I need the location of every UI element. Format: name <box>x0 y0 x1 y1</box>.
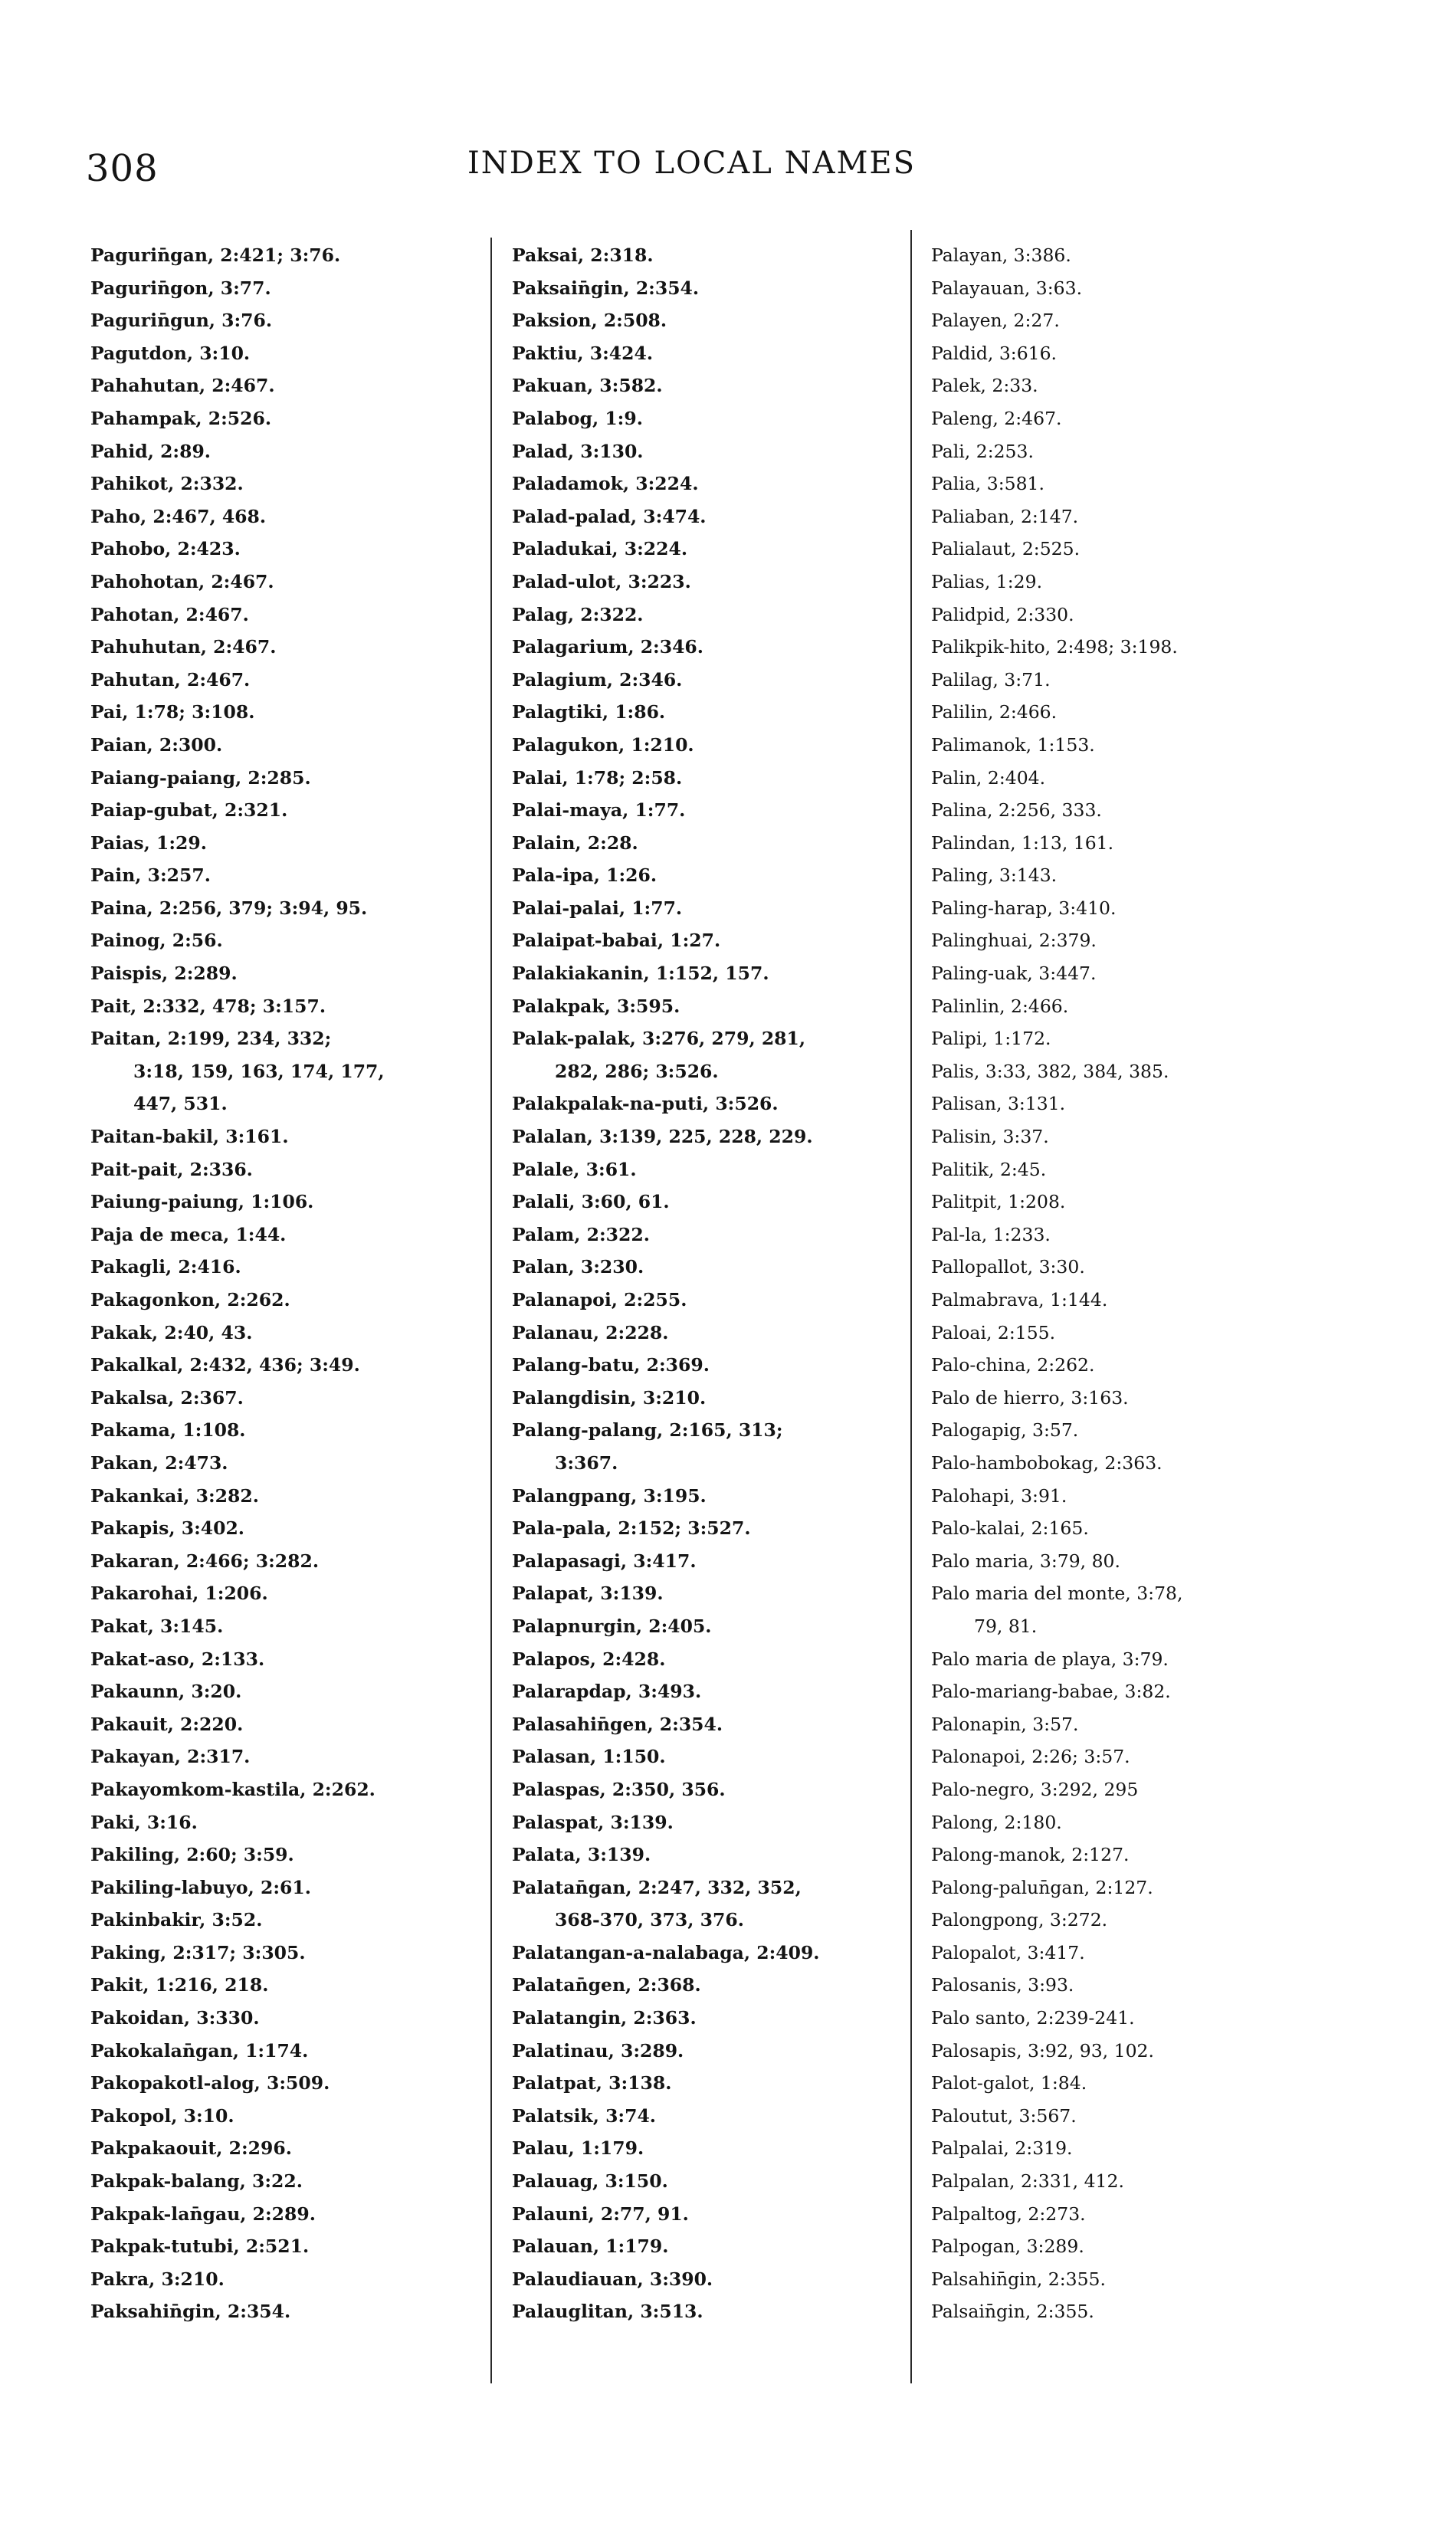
index-entry: Pal-la, 1:233. <box>931 1223 1051 1245</box>
index-entry: Pakat-aso, 2:133. <box>90 1648 265 1670</box>
index-entry: Palauni, 2:77, 91. <box>512 2203 689 2225</box>
index-entry: Palong-palun̄gan, 2:127. <box>931 1876 1153 1898</box>
index-entry: Pahampak, 2:526. <box>90 407 272 429</box>
index-entry: Palayan, 3:386. <box>931 244 1071 266</box>
index-entry: Palauag, 3:150. <box>512 2170 668 2193</box>
index-entry: Palo maria del monte, 3:78, <box>931 1583 1183 1605</box>
index-entry: Paling, 3:143. <box>931 864 1058 887</box>
index-entry: Palata, 3:139. <box>512 1844 651 1866</box>
index-entry: Palaudiauan, 3:390. <box>512 2268 713 2290</box>
index-entry: Palatangan-a-nalabaga, 2:409. <box>512 1941 820 1963</box>
index-entry: Paling-uak, 3:447. <box>931 963 1097 985</box>
index-entry: Pahobo, 2:423. <box>90 538 241 560</box>
index-entry: Palo de hierro, 3:163. <box>931 1386 1129 1409</box>
index-entry: Paling-harap, 3:410. <box>931 897 1117 919</box>
index-entry: Palak-palak, 3:276, 279, 281, <box>512 1028 806 1050</box>
index-entry: Paloutut, 3:567. <box>931 2104 1077 2127</box>
index-entry: Palialaut, 2:525. <box>931 538 1081 560</box>
index-entry: Palai-maya, 1:77. <box>512 799 686 822</box>
index-entry: Pakan, 2:473. <box>90 1451 228 1474</box>
index-entry: Palayauan, 3:63. <box>931 277 1083 299</box>
index-entry: Paking, 2:317; 3:305. <box>90 1941 306 1963</box>
index-entry: Pakak, 2:40, 43. <box>90 1321 253 1343</box>
index-entry: Palo-hambobokag, 2:363. <box>931 1451 1163 1474</box>
index-entry: Pakarohai, 1:206. <box>90 1583 268 1605</box>
index-entry: Pakpakaouit, 2:296. <box>90 2137 292 2160</box>
index-entry: 3:18, 159, 163, 174, 177, <box>133 1060 385 1082</box>
index-entry: Pakama, 1:108. <box>90 1419 246 1442</box>
index-entry: 3:367. <box>555 1451 618 1474</box>
index-entry: Pakiling, 2:60; 3:59. <box>90 1844 294 1866</box>
index-entry: Palo-china, 2:262. <box>931 1354 1095 1376</box>
index-entry: Paitan-bakil, 3:161. <box>90 1126 289 1148</box>
index-entry: Pagurin̄gon, 3:77. <box>90 277 271 299</box>
index-entry: Paladukai, 3:224. <box>512 538 687 560</box>
index-entry: Palo maria de playa, 3:79. <box>931 1648 1169 1670</box>
index-entry: Palalan, 3:139, 225, 228, 229. <box>512 1126 813 1148</box>
index-entry: Pakagli, 2:416. <box>90 1256 241 1278</box>
index-entry: Palek, 2:33. <box>931 375 1038 397</box>
index-entry: Palale, 3:61. <box>512 1158 637 1180</box>
index-entry: Pagurin̄gun, 3:76. <box>90 310 273 332</box>
index-entry: Pakpak-tutubi, 2:521. <box>90 2235 310 2258</box>
index-entry: Pahahutan, 2:467. <box>90 375 275 397</box>
index-entry: Painog, 2:56. <box>90 930 223 952</box>
index-entry: Palaspas, 2:350, 356. <box>512 1778 726 1800</box>
index-entry: Pakankai, 3:282. <box>90 1484 259 1507</box>
index-entry: Palitpit, 1:208. <box>931 1191 1066 1213</box>
index-entry: 282, 286; 3:526. <box>555 1060 719 1082</box>
index-entry: Palanau, 2:228. <box>512 1321 669 1343</box>
index-entry: Palipi, 1:172. <box>931 1028 1051 1050</box>
index-entry: Palarapdap, 3:493. <box>512 1681 702 1703</box>
index-entry: Palatsik, 3:74. <box>512 2104 656 2127</box>
index-entry: Palangdisin, 3:210. <box>512 1386 707 1409</box>
index-entry: Palopalot, 3:417. <box>931 1941 1085 1963</box>
index-entry: Palan, 3:230. <box>512 1256 644 1278</box>
index-entry: Pain, 3:257. <box>90 864 211 887</box>
index-entry: Pait, 2:332, 478; 3:157. <box>90 995 326 1017</box>
index-entry: Pallopallot, 3:30. <box>931 1256 1085 1278</box>
index-column-3 <box>931 239 1345 2328</box>
index-entry: Palo-mariang-babae, 3:82. <box>931 1681 1171 1703</box>
index-entry: Pakpak-balang, 3:22. <box>90 2170 303 2193</box>
index-entry: Palakiakanin, 1:152, 157. <box>512 963 769 985</box>
index-entry: Palai-palai, 1:77. <box>512 897 683 919</box>
index-entry: Palatan̄gan, 2:247, 332, 352, <box>512 1876 802 1898</box>
page-title: INDEX TO LOCAL NAMES <box>467 146 917 181</box>
index-entry: Palpogan, 3:289. <box>931 2235 1084 2258</box>
index-entry: Palang-batu, 2:369. <box>512 1354 710 1376</box>
index-entry: Palatinau, 3:289. <box>512 2039 684 2062</box>
index-entry: Palisan, 3:131. <box>931 1093 1066 1115</box>
index-entry: Pakpak-lan̄gau, 2:289. <box>90 2203 316 2225</box>
index-entry: Pahuhutan, 2:467. <box>90 636 277 658</box>
index-entry: Palpalan, 2:331, 412. <box>931 2170 1124 2193</box>
index-entry: Palilin, 2:466. <box>931 701 1058 723</box>
index-entry: Palai, 1:78; 2:58. <box>512 766 683 789</box>
index-entry: Pakiling-labuyo, 2:61. <box>90 1876 311 1898</box>
index-entry: Palali, 3:60, 61. <box>512 1191 670 1213</box>
index-entry: Pakapis, 3:402. <box>90 1517 244 1540</box>
index-entry: Palau, 1:179. <box>512 2137 644 2160</box>
index-entry: Paja de meca, 1:44. <box>90 1223 287 1245</box>
index-entry: Paladamok, 3:224. <box>512 473 699 495</box>
index-entry: Palaspat, 3:139. <box>512 1811 674 1833</box>
index-entry: Paksion, 2:508. <box>512 310 667 332</box>
index-entry: Pakokalan̄gan, 1:174. <box>90 2039 309 2062</box>
index-entry: Palot-galot, 1:84. <box>931 2072 1087 2094</box>
index-entry: Pakat, 3:145. <box>90 1615 224 1637</box>
index-entry: Palidpid, 2:330. <box>931 603 1074 625</box>
index-entry: Palo maria, 3:79, 80. <box>931 1550 1120 1572</box>
index-entry: Pakauit, 2:220. <box>90 1713 244 1735</box>
index-entry: Pakalsa, 2:367. <box>90 1386 244 1409</box>
index-entry: Paian, 2:300. <box>90 733 223 756</box>
index-entry: Palagukon, 1:210. <box>512 733 694 756</box>
index-entry: Palimanok, 1:153. <box>931 733 1095 756</box>
index-entry: Pagutdon, 3:10. <box>90 342 251 364</box>
index-entry: Palitik, 2:45. <box>931 1158 1047 1180</box>
index-entry: Pai, 1:78; 3:108. <box>90 701 255 723</box>
index-entry: Palapasagi, 3:417. <box>512 1550 697 1572</box>
index-entry: Palong, 2:180. <box>931 1811 1062 1833</box>
index-entry: Paiap-gubat, 2:321. <box>90 799 288 822</box>
index-entry: Pahutan, 2:467. <box>90 668 251 690</box>
index-entry: Pakra, 3:210. <box>90 2268 225 2290</box>
index-entry: Palo santo, 2:239-241. <box>931 2007 1135 2029</box>
index-entry: Pala-pala, 2:152; 3:527. <box>512 1517 751 1540</box>
index-entry: Palad-ulot, 3:223. <box>512 570 691 592</box>
index-entry: Paias, 1:29. <box>90 832 207 854</box>
index-entry: Pahohotan, 2:467. <box>90 570 274 592</box>
index-entry: Palilag, 3:71. <box>931 668 1051 690</box>
index-entry: Palang-palang, 2:165, 313; <box>512 1419 783 1442</box>
index-entry: Palagium, 2:346. <box>512 668 683 690</box>
index-entry: Palmabrava, 1:144. <box>931 1289 1108 1310</box>
index-entry: Paksahin̄gin, 2:354. <box>90 2301 291 2323</box>
index-entry: Pahid, 2:89. <box>90 440 211 462</box>
index-entry: Pakaran, 2:466; 3:282. <box>90 1550 320 1572</box>
index-entry: Palauan, 1:179. <box>512 2235 669 2258</box>
index-entry: Pagurin̄gan, 2:421; 3:76. <box>90 244 341 266</box>
index-entry: Palapos, 2:428. <box>512 1648 666 1670</box>
index-entry: Pakinbakir, 3:52. <box>90 1909 263 1931</box>
index-entry: Palakpak, 3:595. <box>512 995 680 1017</box>
index-entry: Pakuan, 3:582. <box>512 375 663 397</box>
index-entry: Paki, 3:16. <box>90 1811 198 1833</box>
index-entry: Palia, 3:581. <box>931 473 1044 495</box>
index-entry: 447, 531. <box>133 1093 228 1115</box>
index-entry: Pakopol, 3:10. <box>90 2104 234 2127</box>
index-entry: Palabog, 1:9. <box>512 407 643 429</box>
index-entry: Pakoidan, 3:330. <box>90 2007 260 2029</box>
index-entry: Paksai, 2:318. <box>512 244 654 266</box>
index-entry: Palindan, 1:13, 161. <box>931 832 1114 854</box>
index-entry: Paliaban, 2:147. <box>931 505 1079 527</box>
index-entry: Palatpat, 3:138. <box>512 2072 672 2094</box>
index-entry: Pakalkal, 2:432, 436; 3:49. <box>90 1354 360 1376</box>
index-entry: Palauglitan, 3:513. <box>512 2301 703 2323</box>
index-entry: Palsain̄gin, 2:355. <box>931 2301 1094 2323</box>
index-entry: Pakayan, 2:317. <box>90 1746 251 1768</box>
index-entry: Palag, 2:322. <box>512 603 644 625</box>
index-entry: Palam, 2:322. <box>512 1223 650 1245</box>
index-entry: Paina, 2:256, 379; 3:94, 95. <box>90 897 368 919</box>
index-entry: Palpaltog, 2:273. <box>931 2203 1086 2225</box>
index-entry: Pakagonkon, 2:262. <box>90 1289 290 1310</box>
index-column-1 <box>90 239 489 2328</box>
index-entry: Palonapin, 3:57. <box>931 1713 1079 1735</box>
index-entry: Palain, 2:28. <box>512 832 638 854</box>
index-entry: Palagtiki, 1:86. <box>512 701 666 723</box>
index-entry: Palatangin, 2:363. <box>512 2007 697 2029</box>
index-entry: Palias, 1:29. <box>931 570 1043 592</box>
index-entry: 79, 81. <box>974 1615 1038 1637</box>
index-entry: Palagarium, 2:346. <box>512 636 703 658</box>
index-entry: Palangpang, 3:195. <box>512 1484 707 1507</box>
index-entry: Paiung-paiung, 1:106. <box>90 1191 314 1213</box>
index-entry: Palakpalak-na-puti, 3:526. <box>512 1093 779 1115</box>
index-entry: Paloai, 2:155. <box>931 1321 1056 1343</box>
index-entry: Pahikot, 2:332. <box>90 473 244 495</box>
column-divider-1 <box>490 238 492 2383</box>
index-entry: Palad-palad, 3:474. <box>512 505 707 527</box>
index-entry: Palatan̄gen, 2:368. <box>512 1974 701 1996</box>
index-entry: Pakayomkom-kastila, 2:262. <box>90 1778 375 1800</box>
index-entry: Paktiu, 3:424. <box>512 342 654 364</box>
index-entry: Pait-pait, 2:336. <box>90 1158 253 1180</box>
column-divider-2 <box>910 230 912 2383</box>
index-entry: Palohapi, 3:91. <box>931 1484 1067 1507</box>
index-entry: Palosapis, 3:92, 93, 102. <box>931 2039 1154 2062</box>
index-entry: Palanapoi, 2:255. <box>512 1289 687 1310</box>
index-entry: Palinghuai, 2:379. <box>931 930 1097 952</box>
index-entry: Palo-negro, 3:292, 295 <box>931 1778 1139 1800</box>
index-entry: Palin, 2:404. <box>931 766 1046 789</box>
index-entry: Palinlin, 2:466. <box>931 995 1069 1017</box>
index-entry: Paispis, 2:289. <box>90 963 238 985</box>
index-entry: Palpalai, 2:319. <box>931 2137 1073 2160</box>
page-number: 308 <box>86 147 159 190</box>
index-entry: Palaipat-babai, 1:27. <box>512 930 721 952</box>
index-entry: Paldid, 3:616. <box>931 342 1058 364</box>
index-entry: Pahotan, 2:467. <box>90 603 249 625</box>
index-entry: Palogapig, 3:57. <box>931 1419 1079 1442</box>
index-entry: Palosanis, 3:93. <box>931 1974 1074 1996</box>
index-entry: Paleng, 2:467. <box>931 407 1062 429</box>
index-entry: Palisin, 3:37. <box>931 1126 1049 1148</box>
index-entry: Palongpong, 3:272. <box>931 1909 1108 1931</box>
index-entry: Palapnurgin, 2:405. <box>512 1615 712 1637</box>
index-entry: Pakit, 1:216, 218. <box>90 1974 269 1996</box>
index-entry: Palis, 3:33, 382, 384, 385. <box>931 1060 1169 1082</box>
index-entry: Palikpik-hito, 2:498; 3:198. <box>931 636 1178 658</box>
index-entry: Palina, 2:256, 333. <box>931 799 1102 822</box>
index-entry: Palo-kalai, 2:165. <box>931 1517 1089 1540</box>
index-entry: Pakopakotl-alog, 3:509. <box>90 2072 330 2094</box>
index-entry: Palad, 3:130. <box>512 440 644 462</box>
index-column-2 <box>512 239 910 2328</box>
index-entry: Palasahin̄gen, 2:354. <box>512 1713 723 1735</box>
index-entry: Pakaunn, 3:20. <box>90 1681 242 1703</box>
index-entry: Pali, 2:253. <box>931 440 1034 462</box>
index-entry: Paksain̄gin, 2:354. <box>512 277 700 299</box>
index-entry: 368-370, 373, 376. <box>555 1909 744 1931</box>
index-entry: Palasan, 1:150. <box>512 1746 666 1768</box>
index-entry: Paiang-paiang, 2:285. <box>90 766 311 789</box>
index-entry: Palsahin̄gin, 2:355. <box>931 2268 1106 2290</box>
index-entry: Paitan, 2:199, 234, 332; <box>90 1028 332 1050</box>
index-entry: Palapat, 3:139. <box>512 1583 664 1605</box>
index-entry: Paho, 2:467, 468. <box>90 505 267 527</box>
index-entry: Palong-manok, 2:127. <box>931 1844 1130 1866</box>
index-entry: Pala-ipa, 1:26. <box>512 864 657 887</box>
index-entry: Palayen, 2:27. <box>931 310 1060 332</box>
index-entry: Palonapoi, 2:26; 3:57. <box>931 1746 1130 1768</box>
